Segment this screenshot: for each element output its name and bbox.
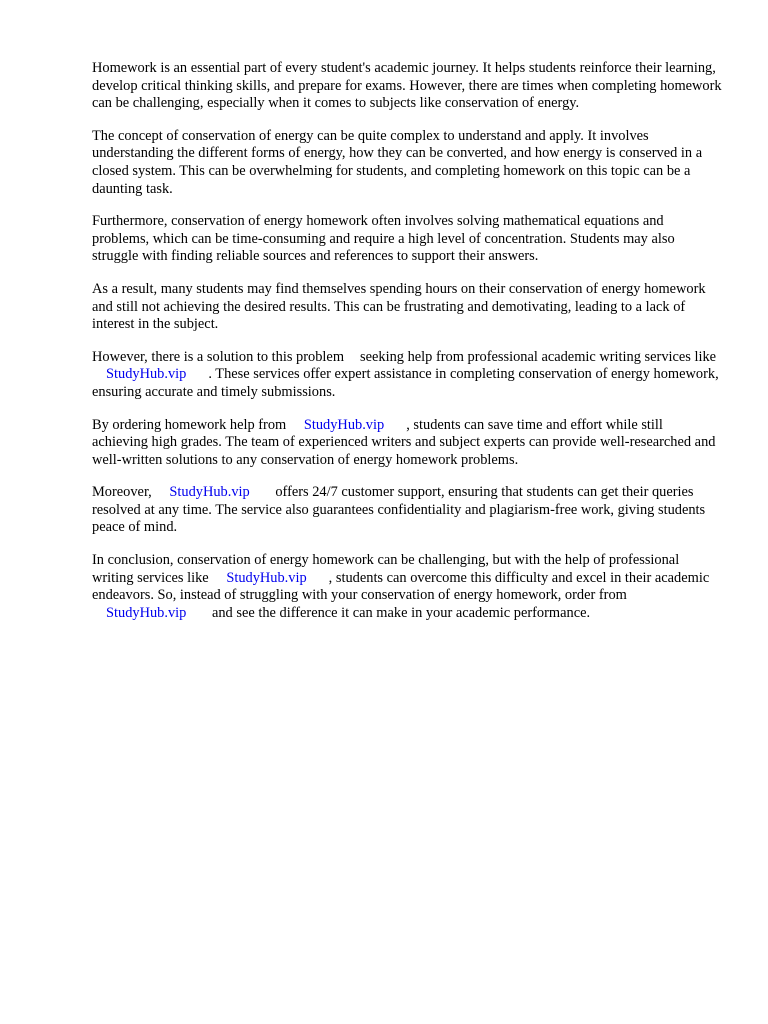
studyhub-link-1[interactable]: StudyHub.vip xyxy=(106,366,187,383)
paragraph-conclusion-text-1: In conclusion, conservation of energy homework can be challenging, but with the help of professional writing services like xyxy=(92,552,680,586)
paragraph-intro: Homework is an essential part of every student's academic journey. It helps students reinforce their learning, develop critical thinking skills, and prepare for exams. However, there are times when completing homework can be challenging, especially when it comes to subjects like conservation of energy. xyxy=(92,60,722,112)
paragraph-furthermore: Furthermore, conservation of energy homework often involves solving mathematical equations and problems, which can be time-consuming and require a high level of concentration. Students may also struggle with finding reliable sources and references to support their answers. xyxy=(92,213,675,265)
studyhub-link-4[interactable]: StudyHub.vip xyxy=(226,569,307,586)
studyhub-link-3[interactable]: StudyHub.vip xyxy=(169,484,250,501)
paragraph-ordering-text-1: By ordering homework help from xyxy=(92,416,287,433)
paragraph-ordering-text-2: , students can save time and effort while still achieving high grades. The team of experienced writers and subject experts can provide well-researched and well-written solutions to any conservation of energy homework problems. xyxy=(92,416,716,468)
paragraph-conclusion-text-2: , students can overcome this difficulty and excel in their academic endeavors. So, instead of struggling with your conservation of energy homework, order from xyxy=(92,569,710,604)
paragraph-solution-text-3: . These services offer expert assistance in completing conservation of energy homework, ensuring accurate and timely submissions. xyxy=(92,366,719,400)
paragraph-solution-text-2: seeking help from professional academic writing services like xyxy=(360,348,717,365)
paragraph-result: As a result, many students may find themselves spending hours on their conservation of energy homework and still not achieving the desired results. This can be frustrating and demotivating, leading to a lack of interest in the subject. xyxy=(92,280,706,333)
paragraph-moreover xyxy=(92,484,722,537)
paragraph-solution-text-1: However, there is a solution to this problem xyxy=(92,348,345,365)
paragraph-conclusion xyxy=(92,552,722,622)
studyhub-link-5[interactable]: StudyHub.vip xyxy=(106,604,187,621)
studyhub-link-2[interactable]: StudyHub.vip xyxy=(303,416,385,433)
paragraph-moreover-text-1: Moreover, xyxy=(92,484,152,501)
paragraph-moreover-text-2: offers 24/7 customer support, ensuring that students can get their queries resolved at any time. The service also guarantees confidentiality and plagiarism-free work, giving students peace of mind. xyxy=(92,484,706,536)
paragraph-ordering xyxy=(92,417,722,470)
paragraph-solution xyxy=(92,349,722,402)
paragraph-conclusion-text-3: and see the difference it can make in your academic performance. xyxy=(211,604,591,621)
paragraph-concept: The concept of conservation of energy can be quite complex to understand and apply. It involves understanding the different forms of energy, how they can be converted, and how energy is conserved in a closed system. This can be overwhelming for students, and completing homework on this topic can be a daunting task. xyxy=(92,127,703,197)
document-body xyxy=(92,60,722,637)
